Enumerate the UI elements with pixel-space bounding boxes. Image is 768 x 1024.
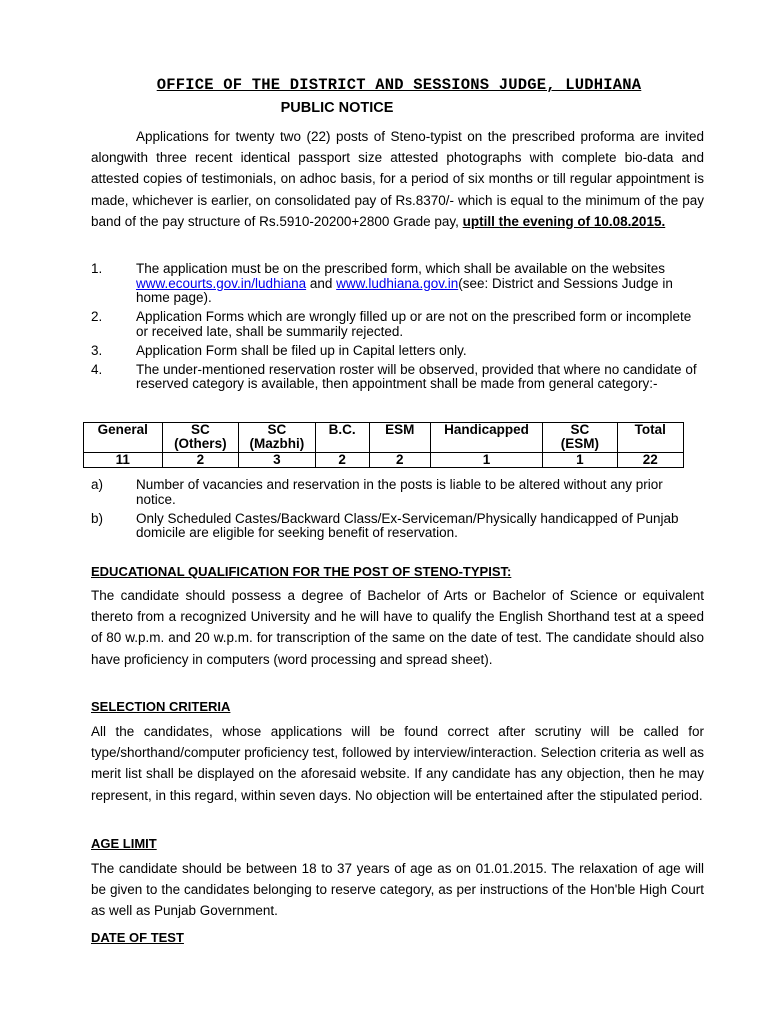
table-cell: 22: [617, 453, 683, 468]
column-header: ESM: [369, 423, 430, 453]
age-paragraph: The candidate should be between 18 to 37 years of age as on 01.01.2015. The relaxation of age will be given to the candidates belonging to reserve category, as per instructions of the Hon'ble High Court as well as Punjab Government.: [91, 861, 704, 919]
table-cell: 1: [430, 453, 542, 468]
condition-text: Application Forms which are wrongly filled up or are not on the prescribed form or incomplete or received late, shall be summarily rejected.: [136, 309, 692, 339]
condition-number: 1.: [91, 261, 103, 276]
column-header: B.C.: [315, 423, 369, 453]
condition-number: 3.: [91, 342, 103, 358]
column-header: General: [84, 423, 163, 453]
column-header: SC (Mazbhi): [239, 423, 316, 453]
note-text: Only Scheduled Castes/Backward Class/Ex-Serviceman/Physically handicapped of Punjab domicile are eligible for seeking benefit of reservation.: [136, 510, 679, 540]
condition-text-after: (see: District and Sessions Judge in home page).: [136, 275, 673, 305]
condition-item: [91, 363, 704, 392]
condition-text-mid: and: [306, 275, 337, 291]
table-header-row: [84, 423, 684, 453]
note-label: b): [91, 510, 104, 526]
table-cell: 1: [543, 453, 617, 468]
conditions-list: [91, 262, 704, 396]
table-cell: 2: [315, 453, 369, 468]
condition-item: [91, 310, 704, 339]
ludhiana-gov-link[interactable]: www.ludhiana.gov.in: [336, 275, 459, 291]
note-label: a): [91, 477, 104, 492]
condition-item: [91, 344, 704, 359]
office-title: OFFICE OF THE DISTRICT AND SESSIONS JUDGE, LUDHIANA: [156, 76, 642, 94]
condition-number: 4.: [91, 361, 103, 377]
condition-text: Application Form shall be filed up in Capital letters only.: [136, 342, 467, 358]
condition-text: The under-mentioned reservation roster will be observed, provided that where no candidate of reserved category is available, then appointment shall be made from general category:-: [136, 361, 697, 391]
test-heading: DATE OF TEST: [91, 930, 184, 945]
deadline-text: uptill the evening of 10.08.2015.: [462, 213, 666, 229]
table-cell: 11: [84, 453, 163, 468]
notice-title: PUBLIC NOTICE: [280, 100, 394, 116]
note-text: Number of vacancies and reservation in the posts is liable to be altered without any prior notice.: [136, 477, 663, 507]
column-header: SC (ESM): [543, 423, 617, 453]
column-header: SC (Others): [162, 423, 239, 453]
condition-text: The application must be on the prescribed form, which shall be available on the websites: [136, 261, 666, 276]
note-item: [91, 512, 704, 541]
education-paragraph: The candidate should possess a degree of Bachelor of Arts or Bachelor of Science or equivalent thereto from a recognized University and he will have to qualify the English Shorthand test at a speed of 80 w.p.m. and 20 w.p.m. for transcription of the same on the date of test. The candidate should also have proficiency in computers (word processing and spread sheet).: [91, 588, 704, 667]
table-row: [84, 453, 684, 468]
selection-heading: SELECTION CRITERIA: [91, 699, 231, 714]
age-heading: AGE LIMIT: [91, 836, 157, 851]
selection-paragraph: All the candidates, whose applications will be found correct after scrutiny will be called for type/shorthand/computer proficiency test, followed by interview/interaction. Selection criteria as well as merit list shall be displayed on the aforesaid website. If any candidate has any objection, then he may represent, in this regard, within seven days. No objection will be entertained after the stipulated period.: [91, 724, 704, 803]
column-header: Total: [617, 423, 683, 453]
condition-item: [91, 262, 704, 306]
reservation-roster-table: [83, 422, 684, 468]
note-item: [91, 478, 704, 507]
education-heading: EDUCATIONAL QUALIFICATION FOR THE POST OF STENO-TYPIST:: [91, 564, 512, 579]
table-cell: 2: [162, 453, 239, 468]
table-cell: 3: [239, 453, 316, 468]
intro-paragraph: [91, 126, 704, 232]
table-cell: 2: [369, 453, 430, 468]
column-header: Handicapped: [430, 423, 542, 453]
notes-list: [91, 478, 704, 545]
condition-number: 2.: [91, 309, 103, 324]
intro-text: Applications for twenty two (22) posts of Steno-typist on the prescribed proforma are invited alongwith three recent identical passport size attested photographs with complete bio-data and attested copies of testimonials, on adhoc basis, for a period of six months or till regular appointment is made, whichever is earlier, on consolidated pay of Rs.8370/- which is equal to the minimum of the pay band of the pay structure of Rs.5910-20200+2800 Grade pay,: [91, 129, 704, 229]
ecourts-link[interactable]: www.ecourts.gov.in/ludhiana: [136, 275, 307, 291]
